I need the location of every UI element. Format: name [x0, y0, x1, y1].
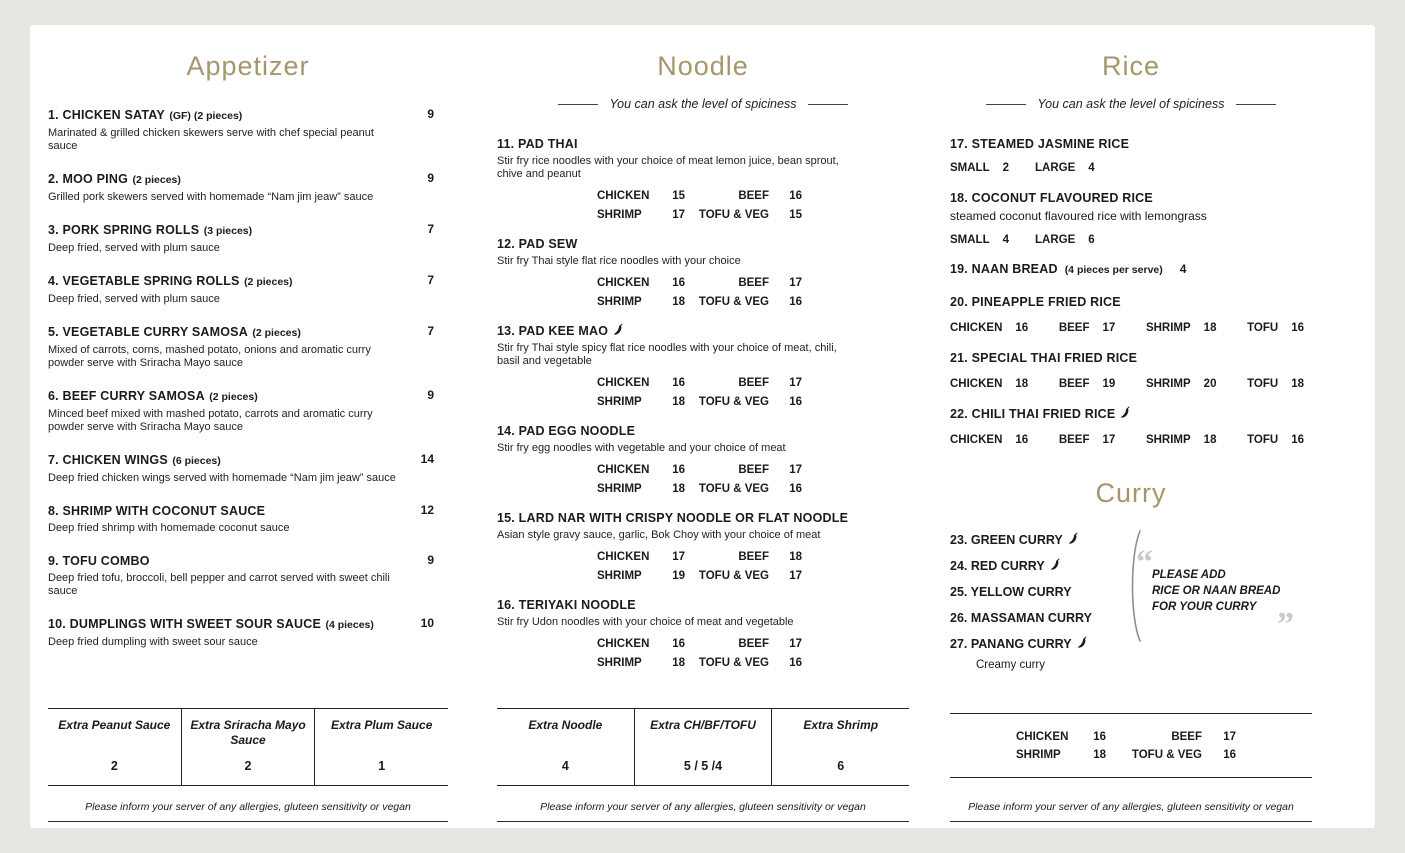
small-price: 4 [1002, 234, 1010, 246]
chicken-price: 16 [1015, 322, 1029, 334]
item-price: 9 [427, 171, 434, 185]
item-qualifier: (4 pieces) [325, 619, 374, 631]
chicken-label: CHICKEN [1016, 731, 1069, 743]
item-description: Stir fry rice noodles with your choice of meat lemon juice, bean sprout, chive and peanut [497, 155, 839, 180]
curry-section [950, 527, 1312, 673]
item-name: 17. STEAMED JASMINE RICE [950, 137, 1130, 151]
chicken-price: 18 [1015, 378, 1029, 390]
item-price-grid [597, 463, 909, 496]
extra-price: 1 [378, 759, 386, 773]
menu-item-lard-nar [497, 510, 909, 583]
extra-name: Extra Noodle [528, 718, 603, 732]
item-description: Deep fried chicken wings served with homemade “Nam jim jeaw” sauce [48, 472, 396, 484]
extra-price: 2 [244, 759, 252, 773]
small-label: SMALL [950, 234, 990, 246]
extra-price: 6 [837, 759, 845, 773]
item-qualifier: (2 pieces) [209, 391, 258, 403]
item-name: 15. LARD NAR WITH CRISPY NOODLE OR FLAT NOODLE [497, 511, 849, 525]
menu-item-tofu-combo [48, 553, 448, 598]
noodle-column [497, 25, 909, 828]
shrimp-label: SHRIMP [597, 570, 642, 582]
chicken-price: 15 [672, 190, 685, 202]
shrimp-label: SHRIMP [1145, 322, 1191, 334]
item-name: 19. NAAN BREAD [950, 262, 1058, 276]
chicken-label: CHICKEN [950, 434, 1003, 446]
beef-price: 17 [1102, 322, 1116, 334]
item-name: 20. PINEAPPLE FRIED RICE [950, 295, 1121, 309]
item-price: 9 [427, 553, 434, 567]
shrimp-label: SHRIMP [597, 396, 642, 408]
item-price-row [950, 378, 1312, 390]
divider-line [558, 104, 598, 105]
tofu-price: 16 [1291, 322, 1304, 334]
menu-card [30, 25, 1375, 828]
chili-icon [1068, 532, 1078, 544]
noodle-heading: Noodle [657, 51, 749, 81]
item-price: 4 [1179, 262, 1187, 276]
large-label: LARGE [1035, 162, 1076, 174]
item-name: 21. SPECIAL THAI FRIED RICE [950, 351, 1138, 365]
item-price-grid [597, 376, 909, 409]
allergy-note: Please inform your server of any allergies, gluteen sensitivity or vegan [48, 801, 448, 822]
chicken-price: 16 [1093, 731, 1106, 743]
item-description: Deep fried tofu, broccoli, bell pepper and carrot served with sweet chili sauce [48, 572, 390, 597]
extra-plum-sauce [314, 709, 448, 785]
menu-item-pad-kee-mao [497, 323, 909, 409]
chicken-price: 16 [672, 464, 685, 476]
curry-heading: Curry [1095, 478, 1167, 508]
item-name: 1. CHICKEN SATAY [48, 108, 165, 122]
beef-label: BEEF [738, 551, 769, 563]
extra-sriracha-mayo-sauce [181, 709, 315, 785]
divider-line [808, 104, 848, 105]
spiciness-note [497, 97, 909, 111]
noodle-items [497, 136, 909, 670]
beef-label: BEEF [738, 464, 769, 476]
item-name: 2. MOO PING [48, 172, 128, 186]
large-price: 4 [1088, 162, 1095, 174]
shrimp-price: 18 [672, 296, 685, 308]
chicken-label: CHICKEN [950, 322, 1003, 334]
beef-price: 16 [789, 190, 802, 202]
shrimp-price: 19 [672, 570, 685, 582]
tofu-veg-price: 16 [789, 296, 802, 308]
shrimp-label: SHRIMP [1016, 749, 1061, 761]
curry-price-block [950, 713, 1312, 778]
item-name: 23. GREEN CURRY [950, 533, 1063, 547]
chicken-label: CHICKEN [950, 378, 1003, 390]
menu-item-teriyaki-noodle [497, 597, 909, 670]
item-price-grid [597, 276, 909, 309]
tofu-veg-label: TOFU & VEG [1131, 749, 1202, 761]
tofu-veg-price: 16 [789, 396, 802, 408]
item-name: 4. VEGETABLE SPRING ROLLS [48, 274, 240, 288]
chicken-price: 17 [672, 551, 685, 563]
item-description: steamed coconut flavoured rice with lemongrass [950, 209, 1207, 223]
extra-name: Extra Sriracha Mayo Sauce [190, 718, 306, 747]
divider-line [986, 104, 1026, 105]
extra-price: 4 [561, 759, 569, 773]
size-price-row [950, 234, 1312, 246]
extra-name: Extra Peanut Sauce [58, 718, 171, 732]
shrimp-price: 18 [1093, 749, 1106, 761]
curry-price-grid [1016, 731, 1246, 761]
beef-label: BEEF [738, 377, 769, 389]
item-name: 7. CHICKEN WINGS [48, 453, 168, 467]
item-qualifier: (2 pieces) [132, 174, 181, 186]
extra-shrimp [771, 709, 909, 785]
large-price: 6 [1088, 234, 1095, 246]
item-description: Deep fried dumpling with sweet sour sauce [48, 636, 258, 648]
chicken-label: CHICKEN [597, 464, 650, 476]
size-price-row [950, 162, 1312, 174]
shrimp-price: 18 [672, 657, 685, 669]
spiciness-note [950, 97, 1312, 111]
item-qualifier: (2 pieces) [244, 276, 293, 288]
beef-price: 17 [789, 638, 802, 650]
menu-item-chicken-satay [48, 107, 448, 153]
menu-item-pad-sew [497, 236, 909, 309]
item-price: 7 [427, 222, 434, 236]
appetizer-items [48, 107, 448, 649]
divider-line [1236, 104, 1276, 105]
tofu-veg-price: 15 [789, 209, 802, 221]
tofu-veg-label: TOFU & VEG [698, 657, 769, 669]
item-name: 3. PORK SPRING ROLLS [48, 223, 200, 237]
extra-name: Extra Plum Sauce [330, 718, 433, 732]
menu-item-special-thai-fried-rice [950, 350, 1312, 390]
item-price: 7 [427, 324, 434, 338]
item-description: Deep fried, served with plum sauce [48, 293, 220, 305]
beef-price: 17 [1102, 434, 1116, 446]
shrimp-label: SHRIMP [597, 657, 642, 669]
item-name: 5. VEGETABLE CURRY SAMOSA [48, 325, 248, 339]
chicken-price: 16 [672, 638, 685, 650]
beef-price: 18 [789, 551, 802, 563]
item-description: Minced beef mixed with mashed potato, carrots and aromatic curry powder serve with Sriracha Mayo sauce [48, 408, 373, 433]
chili-icon [613, 323, 623, 335]
appetizer-heading: Appetizer [186, 51, 310, 81]
chicken-label: CHICKEN [597, 190, 650, 202]
tofu-veg-label: TOFU & VEG [698, 570, 769, 582]
menu-item-dumplings [48, 616, 448, 649]
item-name: 13. PAD KEE MAO [497, 324, 609, 338]
tofu-veg-price: 16 [789, 657, 802, 669]
item-name: 27. PANANG CURRY [950, 637, 1072, 651]
shrimp-label: SHRIMP [1145, 378, 1191, 390]
menu-item-pad-thai [497, 136, 909, 222]
beef-price: 17 [1223, 731, 1236, 743]
item-name: 11. PAD THAI [497, 137, 578, 151]
item-price: 14 [420, 452, 434, 466]
item-description: Stir fry Thai style flat rice noodles with your choice [497, 255, 741, 267]
spiciness-note-text: You can ask the level of spiciness [1037, 97, 1225, 111]
menu-item-pad-egg-noodle [497, 423, 909, 496]
item-description: Stir fry Thai style spicy flat rice noodles with your choice of meat, chili, basil and vegetable [497, 342, 837, 367]
extra-price: 5 / 5 /4 [683, 759, 723, 773]
curry-note-line: FOR YOUR CURRY [1152, 601, 1257, 613]
menu-item-moo-ping [48, 171, 448, 204]
tofu-veg-label: TOFU & VEG [698, 483, 769, 495]
item-name: 14. PAD EGG NOODLE [497, 424, 636, 438]
item-name: 26. MASSAMAN CURRY [950, 611, 1092, 625]
chicken-label: CHICKEN [597, 638, 650, 650]
shrimp-label: SHRIMP [597, 209, 642, 221]
item-price: 9 [427, 107, 434, 121]
item-name: 25. YELLOW CURRY [950, 585, 1072, 599]
item-qualifier: (6 pieces) [172, 455, 221, 467]
menu-item-steamed-jasmine-rice [950, 136, 1312, 174]
open-quote-icon: “ [1136, 544, 1153, 581]
item-description: Creamy curry [976, 659, 1046, 671]
item-price: 9 [427, 388, 434, 402]
tofu-price: 16 [1291, 434, 1304, 446]
item-price-grid [597, 189, 909, 222]
menu-item-vegetable-spring-rolls [48, 273, 448, 306]
tofu-veg-label: TOFU & VEG [698, 296, 769, 308]
tofu-veg-label: TOFU & VEG [698, 209, 769, 221]
item-description: Grilled pork skewers served with homemade “Nam jim jeaw” sauce [48, 191, 374, 203]
item-name: 6. BEEF CURRY SAMOSA [48, 389, 205, 403]
item-description: Marinated & grilled chicken skewers serve with chef special peanut sauce [48, 127, 374, 152]
beef-price: 17 [789, 277, 802, 289]
item-price: 10 [420, 616, 434, 630]
item-description: Asian style gravy sauce, garlic, Bok Choy with your choice of meat [497, 529, 821, 541]
large-label: LARGE [1035, 234, 1076, 246]
extra-noodle [497, 709, 634, 785]
extra-ch-bf-tofu [634, 709, 772, 785]
item-name: 10. DUMPLINGS WITH SWEET SOUR SAUCE [48, 617, 321, 631]
chicken-price: 16 [672, 277, 685, 289]
small-price: 2 [1002, 162, 1010, 174]
chicken-price: 16 [672, 377, 685, 389]
rice-column [950, 25, 1312, 828]
beef-label: BEEF [738, 638, 769, 650]
spiciness-note-text: You can ask the level of spiciness [609, 97, 797, 111]
curry-note-line: PLEASE ADD [1152, 569, 1226, 581]
menu-item-coconut-flavoured-rice [950, 190, 1312, 246]
item-name: 18. COCONUT FLAVOURED RICE [950, 191, 1153, 205]
item-qualifier: (3 pieces) [203, 225, 253, 237]
curry-note [1136, 544, 1294, 643]
item-price-grid [597, 637, 909, 670]
appetizer-extras [48, 708, 448, 786]
shrimp-price: 20 [1203, 378, 1217, 390]
chicken-label: CHICKEN [597, 377, 650, 389]
chicken-price: 16 [1015, 434, 1029, 446]
rice-items [950, 136, 1312, 446]
chicken-label: CHICKEN [597, 551, 650, 563]
item-price-grid [597, 550, 909, 583]
item-description: Deep fried shrimp with homemade coconut sauce [48, 522, 290, 534]
chili-icon [1050, 558, 1060, 570]
item-price: 12 [420, 503, 434, 517]
noodle-extras [497, 708, 909, 786]
beef-price: 19 [1102, 378, 1116, 390]
menu-item-beef-curry-samosa [48, 388, 448, 434]
item-price-row [950, 322, 1312, 334]
item-price: 7 [427, 273, 434, 287]
shrimp-price: 18 [672, 396, 685, 408]
beef-label: BEEF [1058, 434, 1090, 446]
item-description: Stir fry Udon noodles with your choice of meat and vegetable [497, 616, 794, 628]
chili-icon [1077, 636, 1087, 648]
beef-label: BEEF [1058, 322, 1090, 334]
tofu-price: 18 [1291, 378, 1304, 390]
item-name: 9. TOFU COMBO [48, 554, 150, 568]
item-name: 24. RED CURRY [950, 559, 1045, 573]
menu-item-pork-spring-rolls [48, 222, 448, 255]
menu-item-shrimp-coconut-sauce [48, 503, 448, 535]
shrimp-price: 18 [1203, 434, 1217, 446]
shrimp-price: 17 [672, 209, 685, 221]
extra-price: 2 [110, 759, 118, 773]
allergy-note: Please inform your server of any allergies, gluteen sensitivity or vegan [950, 801, 1312, 822]
tofu-veg-price: 16 [1223, 749, 1236, 761]
item-description: Mixed of carrots, corns, mashed potato, onions and aromatic curry powder serve with Sriracha Mayo sauce [48, 344, 371, 369]
tofu-veg-price: 16 [789, 483, 802, 495]
shrimp-label: SHRIMP [1145, 434, 1191, 446]
appetizer-column [48, 25, 448, 828]
chicken-label: CHICKEN [597, 277, 650, 289]
beef-label: BEEF [1058, 378, 1090, 390]
menu-item-chicken-wings [48, 452, 448, 485]
beef-label: BEEF [1171, 731, 1202, 743]
rice-heading: Rice [1101, 51, 1160, 81]
tofu-label: TOFU [1247, 434, 1279, 446]
curry-note-line: RICE OR NAAN BREAD [1152, 585, 1281, 597]
beef-label: BEEF [738, 277, 769, 289]
small-label: SMALL [950, 162, 990, 174]
item-name: 12. PAD SEW [497, 237, 578, 251]
allergy-note: Please inform your server of any allergies, gluteen sensitivity or vegan [497, 801, 909, 822]
item-qualifier: (GF) (2 pieces) [169, 110, 243, 122]
item-price-row [950, 434, 1312, 446]
shrimp-label: SHRIMP [597, 296, 642, 308]
extra-peanut-sauce [48, 709, 181, 785]
beef-label: BEEF [738, 190, 769, 202]
item-name: 22. CHILI THAI FRIED RICE [950, 407, 1116, 421]
shrimp-price: 18 [1203, 322, 1217, 334]
beef-price: 17 [789, 464, 802, 476]
item-name: 16. TERIYAKI NOODLE [497, 598, 636, 612]
chili-icon [1120, 406, 1130, 418]
extra-name: Extra Shrimp [803, 718, 879, 732]
item-qualifier: (4 pieces per serve) [1064, 264, 1163, 276]
item-description: Deep fried, served with plum sauce [48, 242, 220, 254]
menu-item-chili-thai-fried-rice [950, 406, 1312, 446]
menu-item-naan-bread [950, 262, 1312, 278]
beef-price: 17 [789, 377, 802, 389]
menu-item-pineapple-fried-rice [950, 294, 1312, 334]
extra-name: Extra CH/BF/TOFU [650, 718, 756, 732]
menu-item-vegetable-curry-samosa [48, 324, 448, 370]
tofu-veg-label: TOFU & VEG [698, 396, 769, 408]
item-name: 8. SHRIMP WITH COCONUT SAUCE [48, 504, 266, 518]
shrimp-price: 18 [672, 483, 685, 495]
close-quote-icon: ” [1277, 606, 1294, 643]
tofu-label: TOFU [1247, 322, 1279, 334]
tofu-label: TOFU [1247, 378, 1279, 390]
tofu-veg-price: 17 [789, 570, 802, 582]
item-qualifier: (2 pieces) [252, 327, 301, 339]
shrimp-label: SHRIMP [597, 483, 642, 495]
item-description: Stir fry egg noodles with vegetable and your choice of meat [497, 442, 786, 454]
